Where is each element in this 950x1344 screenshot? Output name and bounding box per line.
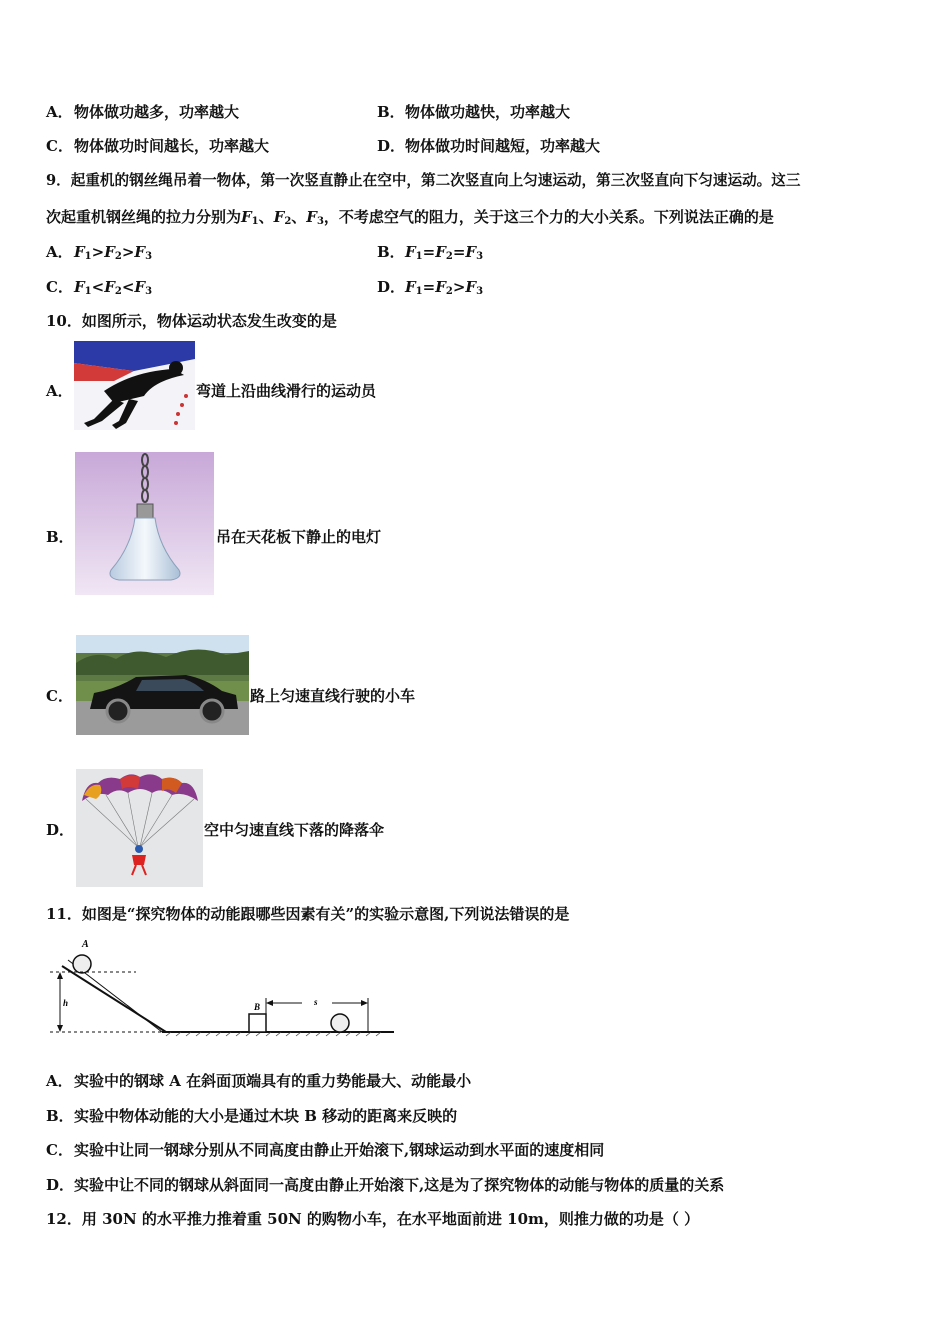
q11-stem: 11．如图是“探究物体的动能跟哪些因素有关”的实验示意图,下列说法错误的是 xyxy=(46,905,570,923)
q8-option-d xyxy=(377,136,600,156)
option-text: 物体做功越快，功率越大 xyxy=(405,103,571,121)
parachute-image xyxy=(76,769,203,887)
block-label: B xyxy=(254,1002,261,1012)
q10-option-d-caption: 空中匀速直线下落的降落伞 xyxy=(204,821,385,839)
lamp-image xyxy=(75,452,214,595)
q12-stem: 12．用 30N 的水平推力推着重 50N 的购物小车，在水平地面前进 10m，则推力做的功是（ ） xyxy=(46,1210,700,1228)
option-text: 物体做功越多，功率越大 xyxy=(74,103,240,121)
q10-option-b-caption: 吊在天花板下静止的电灯 xyxy=(216,528,382,546)
q9-stem-line1: 9．起重机的钢丝绳吊着一物体，第一次竖直静止在空中，第二次竖直向上匀速运动，第三次竖直向下匀速运动。这三 xyxy=(46,172,801,189)
q9-option-c: C．$F_1<F_2<F_3$ xyxy=(46,278,153,297)
q8-option-a xyxy=(46,102,239,122)
ball-label: A xyxy=(82,939,89,950)
skater-image xyxy=(74,341,195,430)
q9-stem-line2: 次起重机钢丝绳的拉力分别为$F_1$、$F_2$、$F_3$，不考虑空气的阻力，关于这三个力的大小关系。下列说法正确的是 xyxy=(46,208,774,227)
q8-option-c xyxy=(46,136,269,156)
q9-option-b: B．$F_1=F_2=F_3$ xyxy=(377,243,484,262)
q8-option-b xyxy=(377,102,570,122)
q11-option-a: A．实验中的钢球 A 在斜面顶端具有的重力势能最大、动能最小 xyxy=(46,1072,472,1090)
q10-option-a-caption: 弯道上沿曲线滑行的运动员 xyxy=(196,382,377,400)
option-label: D． xyxy=(377,137,406,155)
height-label: h xyxy=(63,998,69,1008)
q10-option-b-label: B． xyxy=(46,528,74,546)
q10-stem: 10．如图所示，物体运动状态发生改变的是 xyxy=(46,312,337,330)
q10-option-c-label: C． xyxy=(46,687,73,705)
q11-option-c: C．实验中让同一钢球分别从不同高度由静止开始滚下,钢球运动到水平面的速度相同 xyxy=(46,1141,605,1159)
q10-option-c-caption: 路上匀速直线行驶的小车 xyxy=(250,687,416,705)
option-text: 物体做功时间越短，功率越大 xyxy=(405,137,601,155)
q11-option-b: B．实验中物体动能的大小是通过木块 B 移动的距离来反映的 xyxy=(46,1107,458,1125)
q9-option-d: D．$F_1=F_2>F_3$ xyxy=(377,278,484,297)
option-text: 物体做功时间越长，功率越大 xyxy=(74,137,270,155)
q10-option-d-label: D． xyxy=(46,821,75,839)
q10-option-a-label: A． xyxy=(46,382,73,400)
option-label: C． xyxy=(46,137,73,155)
incline-diagram xyxy=(46,938,396,1038)
distance-label: s xyxy=(314,997,318,1007)
car-image xyxy=(76,635,249,735)
option-label: A． xyxy=(46,103,73,121)
q11-option-d: D．实验中让不同的钢球从斜面同一高度由静止开始滚下,这是为了探究物体的动能与物体的质量的关系 xyxy=(46,1176,725,1194)
option-label: B． xyxy=(377,103,405,121)
q9-option-a: A．$F_1>F_2>F_3$ xyxy=(46,243,153,262)
